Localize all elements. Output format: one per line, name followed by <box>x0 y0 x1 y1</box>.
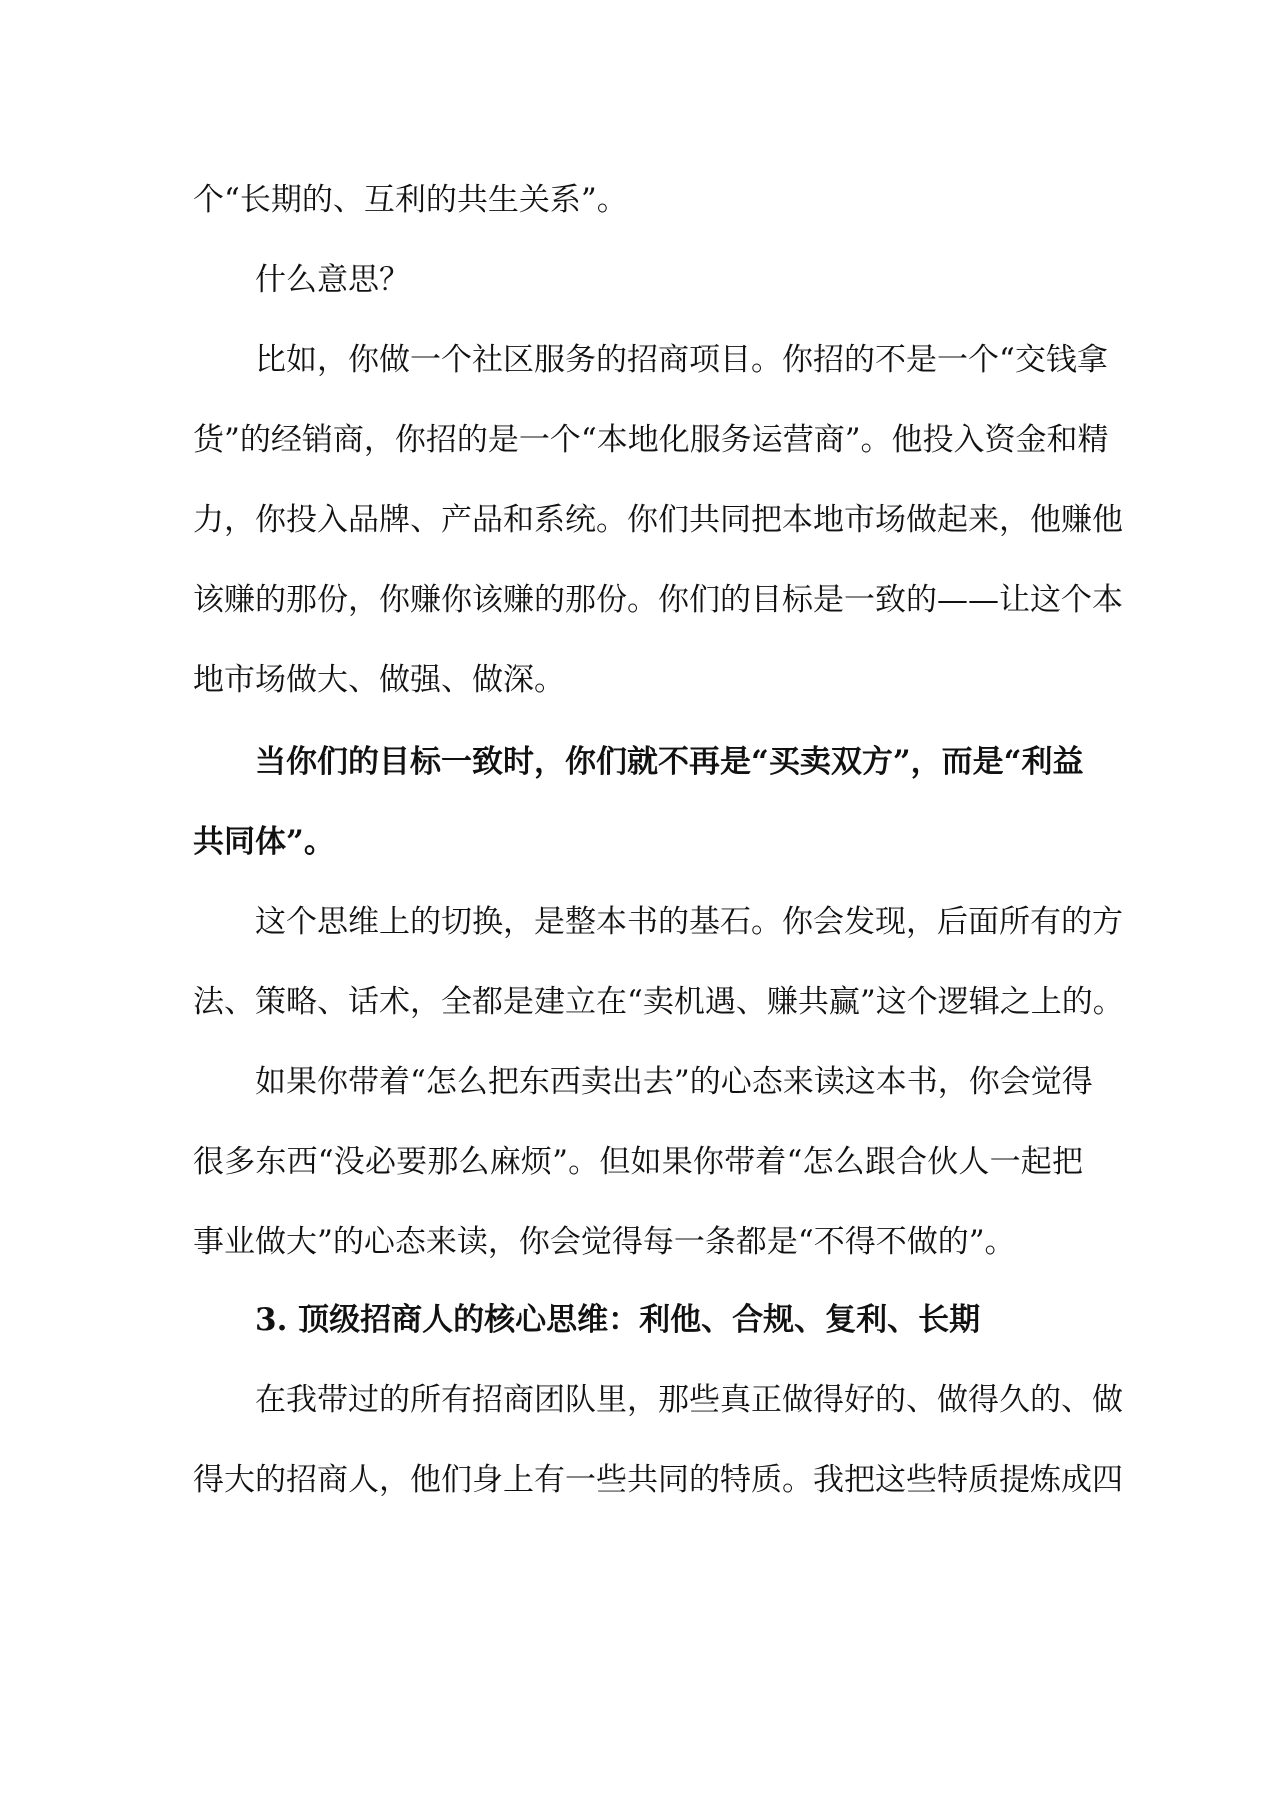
paragraph-line: 个“长期的、互利的共生关系”。 <box>193 182 628 218</box>
paragraph-line: 力，你投入品牌、产品和系统。你们共同把本地市场做起来，他赚他 <box>193 502 1123 538</box>
section-heading: 3. 顶级招商人的核心思维：利他、合规、复利、长期 <box>255 1302 981 1338</box>
paragraph-line: 该赚的那份，你赚你该赚的那份。你们的目标是一致的——让这个本 <box>193 582 1123 618</box>
paragraph-line: 比如，你做一个社区服务的招商项目。你招的不是一个“交钱拿 <box>255 342 1108 378</box>
paragraph-line: 如果你带着“怎么把东西卖出去”的心态来读这本书，你会觉得 <box>255 1064 1093 1100</box>
paragraph-line: 货”的经销商，你招的是一个“本地化服务运营商”。他投入资金和精 <box>193 422 1109 458</box>
paragraph-line: 什么意思？ <box>255 262 410 298</box>
bold-paragraph-line: 共同体”。 <box>193 824 335 860</box>
paragraph-line: 地市场做大、做强、做深。 <box>193 662 565 698</box>
paragraph-line: 法、策略、话术，全都是建立在“卖机遇、赚共赢”这个逻辑之上的。 <box>193 984 1124 1020</box>
paragraph-line: 得大的招商人，他们身上有一些共同的特质。我把这些特质提炼成四 <box>193 1462 1123 1498</box>
paragraph-line: 这个思维上的切换，是整本书的基石。你会发现，后面所有的方 <box>255 904 1123 940</box>
paragraph-line: 很多东西“没必要那么麻烦”。但如果你带着“怎么跟合伙人一起把 <box>193 1144 1083 1180</box>
paragraph-line: 事业做大”的心态来读，你会觉得每一条都是“不得不做的”。 <box>193 1224 1016 1260</box>
paragraph-line: 在我带过的所有招商团队里，那些真正做得好的、做得久的、做 <box>255 1382 1123 1418</box>
bold-paragraph-line: 当你们的目标一致时，你们就不再是“买卖双方”，而是“利益 <box>255 744 1084 780</box>
